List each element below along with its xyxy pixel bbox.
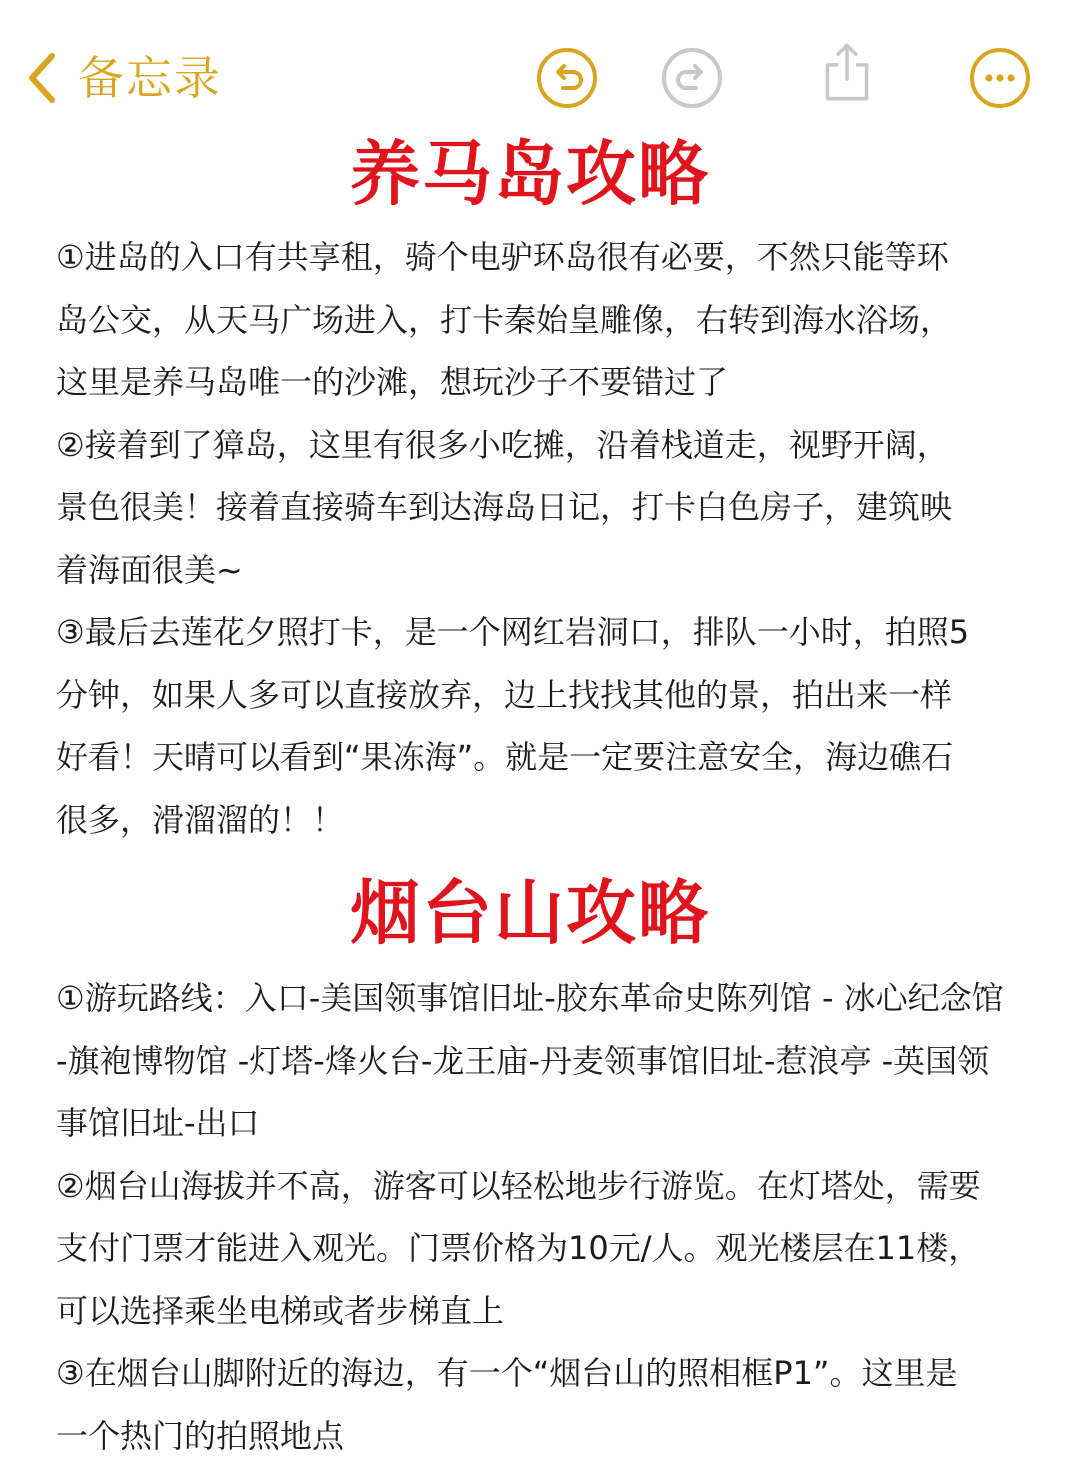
paragraph: ①游玩路线：入口-美国领事馆旧址-胶东革命史陈列馆 - 冰心纪念馆 -旗袍博物馆 -灯塔-烽火台-龙王庙-丹麦领事馆旧址-惹浪亭 -英国领 事馆旧址-出口 — [56, 979, 1004, 1142]
section-title: 烟台山攻略 — [350, 872, 710, 954]
undo-icon — [535, 46, 599, 110]
redo-button[interactable] — [660, 46, 724, 110]
undo-button[interactable] — [535, 46, 599, 110]
paragraph: ③在烟台山脚附近的海边，有一个“烟台山的照相框P1”。这里是 一个热门的拍照地点 — [56, 1354, 958, 1455]
chevron-left-icon — [22, 48, 62, 108]
note-body[interactable] — [56, 128, 1056, 1467]
section-title: 养马岛攻略 — [350, 133, 710, 215]
section-yantai-mountain — [56, 867, 1056, 1467]
share-button[interactable] — [815, 40, 879, 104]
section-yangma-island — [56, 128, 1056, 851]
back-button[interactable] — [22, 48, 222, 108]
paragraph: ③最后去莲花夕照打卡，是一个网红岩洞口，排队一小时，拍照5 分钟，如果人多可以直接放弃，边上找找其他的景，拍出来一样 好看！天晴可以看到“果冻海”。就是一定要注意安全，海边礁石 很多，滑溜溜的！！ — [56, 613, 970, 839]
paragraph: ①进岛的入口有共享租，骑个电驴环岛很有必要，不然只能等环 岛公交，从天马广场进入，打卡秦始皇雕像，右转到海水浴场， 这里是养马岛唯一的沙滩，想玩沙子不要错过了 — [56, 238, 953, 401]
back-label: 备忘录 — [78, 51, 222, 105]
more-icon — [968, 46, 1032, 110]
paragraph: ②接着到了獐岛，这里有很多小吃摊，沿着栈道走，视野开阔， 景色很美！接着直接骑车到达海岛日记，打卡白色房子，建筑映 着海面很美~ — [56, 425, 953, 589]
redo-icon — [660, 46, 724, 110]
share-icon — [815, 40, 879, 104]
more-button[interactable] — [968, 46, 1032, 110]
navigation-bar — [0, 0, 1080, 140]
paragraph: ②烟台山海拔并不高，游客可以轻松地步行游览。在灯塔处，需要 支付门票才能进入观光。门票价格为10元/人。观光楼层在11楼， 可以选择乘坐电梯或者步梯直上 — [56, 1166, 981, 1330]
